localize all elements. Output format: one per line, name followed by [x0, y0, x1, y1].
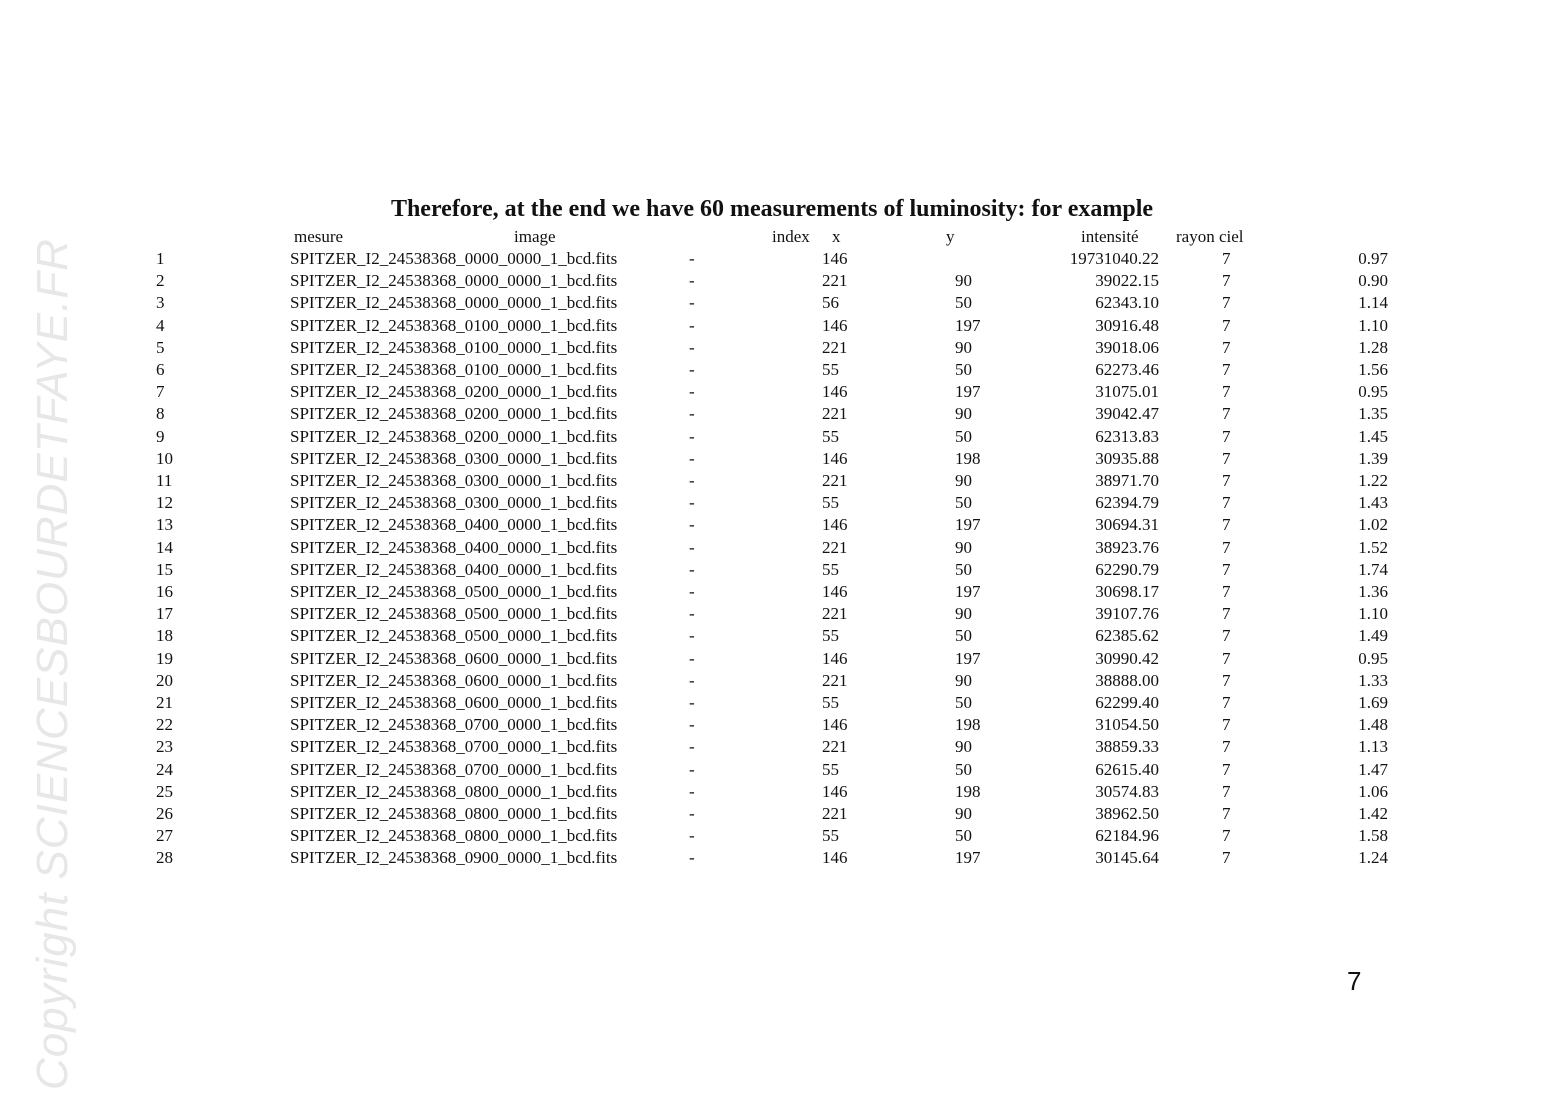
intensite-value: 39042.47 — [1095, 404, 1159, 424]
header-rayon-ciel: rayon ciel — [1176, 227, 1244, 246]
row-number: 15 — [156, 559, 173, 579]
image-filename: SPITZER_I2_24538368_0100_0000_1_bcd.fits — [290, 337, 618, 357]
result-value: 1.39 — [1358, 448, 1388, 468]
result-value: 0.90 — [1358, 271, 1388, 291]
rayon-ciel-value: 7 — [1222, 781, 1231, 801]
table-row — [0, 337, 1556, 359]
rayon-ciel-value: 7 — [1222, 448, 1231, 468]
rayon-ciel-value: 7 — [1222, 537, 1231, 557]
index-value: - — [689, 670, 695, 690]
image-filename: SPITZER_I2_24538368_0000_0000_1_bcd.fits — [290, 271, 618, 291]
x-value: 146 — [822, 515, 848, 535]
x-value: 55 — [822, 693, 839, 712]
y-value: 197 — [955, 648, 981, 668]
x-value: 55 — [822, 759, 839, 779]
y-value: 50 — [955, 426, 972, 446]
table-row — [0, 670, 1556, 692]
image-filename: SPITZER_I2_24538368_0600_0000_1_bcd.fits — [290, 670, 618, 690]
row-number: 7 — [156, 382, 165, 402]
row-number: 3 — [156, 293, 165, 313]
image-filename: SPITZER_I2_24538368_0500_0000_1_bcd.fits — [290, 626, 618, 646]
row-number: 20 — [156, 670, 173, 690]
result-value: 1.47 — [1358, 759, 1388, 779]
image-filename: SPITZER_I2_24538368_0100_0000_1_bcd.fits — [290, 315, 618, 335]
index-value: - — [689, 382, 695, 402]
row-number: 6 — [156, 360, 165, 379]
index-value: - — [689, 404, 695, 424]
x-value: 55 — [822, 426, 839, 446]
table-row — [0, 359, 1556, 381]
header-intensite: intensité — [1081, 227, 1139, 246]
header-x: x — [832, 227, 841, 246]
rayon-ciel-value: 7 — [1222, 559, 1231, 579]
x-value: 221 — [822, 271, 848, 291]
result-value: 1.42 — [1358, 804, 1388, 823]
intensite-value: 38923.76 — [1095, 537, 1159, 557]
result-value: 1.69 — [1358, 693, 1388, 712]
y-value: 90 — [955, 404, 972, 424]
image-filename: SPITZER_I2_24538368_0700_0000_1_bcd.fits — [290, 715, 618, 735]
x-value: 221 — [822, 670, 848, 690]
row-number: 9 — [156, 426, 165, 446]
row-number: 17 — [156, 604, 173, 624]
row-number: 18 — [156, 626, 173, 646]
row-number: 2 — [156, 271, 165, 291]
rayon-ciel-value: 7 — [1222, 804, 1231, 823]
row-number: 11 — [156, 471, 173, 490]
table-row — [0, 781, 1556, 803]
index-value: - — [689, 737, 695, 757]
intensite-value: 62615.40 — [1095, 759, 1159, 779]
y-value: 50 — [955, 626, 972, 646]
y-value: 90 — [955, 737, 972, 757]
result-value: 1.35 — [1358, 404, 1388, 424]
row-number: 1 — [156, 249, 165, 268]
x-value: 146 — [822, 249, 848, 268]
row-number: 28 — [156, 848, 173, 868]
rayon-ciel-value: 7 — [1222, 404, 1231, 424]
rayon-ciel-value: 7 — [1222, 582, 1231, 601]
x-value: 146 — [822, 315, 848, 335]
image-filename: SPITZER_I2_24538368_0900_0000_1_bcd.fits — [290, 848, 618, 868]
table-row — [0, 381, 1556, 403]
image-filename: SPITZER_I2_24538368_0400_0000_1_bcd.fits — [290, 515, 618, 535]
result-value: 1.52 — [1358, 537, 1388, 557]
image-filename: SPITZER_I2_24538368_0800_0000_1_bcd.fits — [290, 826, 618, 846]
index-value: - — [689, 271, 695, 291]
table-row — [0, 270, 1556, 292]
intensite-value: 30990.42 — [1095, 648, 1159, 668]
rayon-ciel-value: 7 — [1222, 759, 1231, 779]
rayon-ciel-value: 7 — [1222, 715, 1231, 735]
y-value: 90 — [955, 804, 972, 823]
intensite-value: 30694.31 — [1095, 515, 1159, 535]
table-row — [0, 759, 1556, 781]
result-value: 1.14 — [1358, 293, 1388, 313]
table-row — [0, 448, 1556, 470]
row-number: 19 — [156, 648, 173, 668]
table-row — [0, 648, 1556, 670]
intensite-value: 62394.79 — [1095, 493, 1159, 513]
index-value: - — [689, 493, 695, 513]
intensite-value: 62184.96 — [1095, 826, 1159, 846]
index-value: - — [689, 693, 695, 712]
table-row — [0, 537, 1556, 559]
index-value: - — [689, 559, 695, 579]
x-value: 221 — [822, 537, 848, 557]
x-value: 221 — [822, 737, 848, 757]
intensite-value: 31075.01 — [1095, 382, 1159, 402]
result-value: 0.97 — [1358, 249, 1388, 268]
image-filename: SPITZER_I2_24538368_0200_0000_1_bcd.fits — [290, 426, 618, 446]
rayon-ciel-value: 7 — [1222, 493, 1231, 513]
index-value: - — [689, 337, 695, 357]
image-filename: SPITZER_I2_24538368_0200_0000_1_bcd.fits — [290, 404, 618, 424]
table-row — [0, 692, 1556, 714]
intensite-value: 30935.88 — [1095, 448, 1159, 468]
rayon-ciel-value: 7 — [1222, 360, 1231, 379]
row-number: 8 — [156, 404, 165, 424]
x-value: 146 — [822, 382, 848, 402]
image-filename: SPITZER_I2_24538368_0800_0000_1_bcd.fits — [290, 781, 618, 801]
table-row — [0, 581, 1556, 603]
index-value: - — [689, 315, 695, 335]
intensite-value: 62273.46 — [1095, 360, 1159, 379]
result-value: 1.10 — [1358, 315, 1388, 335]
intensite-value: 30574.83 — [1095, 781, 1159, 801]
intensite-value: 39022.15 — [1095, 271, 1159, 291]
x-value: 146 — [822, 582, 848, 601]
y-value: 50 — [955, 559, 972, 579]
image-filename: SPITZER_I2_24538368_0600_0000_1_bcd.fits — [290, 693, 618, 712]
intensite-value: 38962.50 — [1095, 804, 1159, 823]
row-number: 5 — [156, 337, 165, 357]
table-row — [0, 714, 1556, 736]
image-filename: SPITZER_I2_24538368_0300_0000_1_bcd.fits — [290, 493, 618, 513]
intensite-value: 39107.76 — [1095, 604, 1159, 624]
copyright-watermark: Copyright SCIENCESBOURDETFAYE.FR — [28, 238, 77, 1090]
row-number: 12 — [156, 493, 173, 513]
y-value: 198 — [955, 715, 981, 735]
row-number: 26 — [156, 804, 173, 823]
y-value: 50 — [955, 293, 972, 313]
image-filename: SPITZER_I2_24538368_0500_0000_1_bcd.fits — [290, 582, 618, 601]
rayon-ciel-value: 7 — [1222, 271, 1231, 291]
rayon-ciel-value: 7 — [1222, 737, 1231, 757]
x-value: 55 — [822, 559, 839, 579]
result-value: 0.95 — [1358, 382, 1388, 402]
header-y: y — [946, 227, 955, 246]
intensite-value: 19731040.22 — [1069, 249, 1159, 268]
table-row — [0, 492, 1556, 514]
x-value: 56 — [822, 293, 839, 313]
table-row — [0, 470, 1556, 492]
y-value: 50 — [955, 493, 972, 513]
y-value: 198 — [955, 448, 981, 468]
index-value: - — [689, 582, 695, 601]
page-number: 7 — [1347, 966, 1362, 996]
row-number: 22 — [156, 715, 173, 735]
index-value: - — [689, 426, 695, 446]
result-value: 1.48 — [1358, 715, 1388, 735]
result-value: 1.28 — [1358, 337, 1388, 357]
image-filename: SPITZER_I2_24538368_0200_0000_1_bcd.fits — [290, 382, 618, 402]
table-row — [0, 736, 1556, 758]
table-row — [0, 403, 1556, 425]
slide-title: Therefore, at the end we have 60 measurements of luminosity: for example — [390, 196, 1154, 222]
result-value: 1.02 — [1358, 515, 1388, 535]
y-value: 198 — [955, 781, 981, 801]
header-index: index — [772, 227, 810, 246]
x-value: 146 — [822, 848, 848, 868]
intensite-value: 62299.40 — [1095, 693, 1159, 712]
intensite-value: 38971.70 — [1095, 471, 1159, 490]
index-value: - — [689, 448, 695, 468]
rayon-ciel-value: 7 — [1222, 293, 1231, 313]
result-value: 1.13 — [1358, 737, 1388, 757]
y-value: 90 — [955, 337, 972, 357]
intensite-value: 62343.10 — [1095, 293, 1159, 313]
intensite-value: 62385.62 — [1095, 626, 1159, 646]
table-row — [0, 292, 1556, 314]
result-value: 0.95 — [1358, 648, 1388, 668]
intensite-value: 30145.64 — [1095, 848, 1159, 868]
header-mesure: mesure — [294, 227, 344, 246]
index-value: - — [689, 648, 695, 668]
rayon-ciel-value: 7 — [1222, 693, 1231, 712]
result-value: 1.43 — [1358, 493, 1388, 513]
y-value: 197 — [955, 848, 981, 868]
result-value: 1.36 — [1358, 582, 1388, 601]
row-number: 27 — [156, 826, 173, 846]
x-value: 221 — [822, 471, 848, 490]
y-value: 50 — [955, 693, 972, 712]
rayon-ciel-value: 7 — [1222, 426, 1231, 446]
image-filename: SPITZER_I2_24538368_0300_0000_1_bcd.fits — [290, 448, 618, 468]
table-row — [0, 625, 1556, 647]
image-filename: SPITZER_I2_24538368_0700_0000_1_bcd.fits — [290, 759, 618, 779]
image-filename: SPITZER_I2_24538368_0700_0000_1_bcd.fits — [290, 737, 618, 757]
x-value: 55 — [822, 360, 839, 379]
intensite-value: 62290.79 — [1095, 559, 1159, 579]
image-filename: SPITZER_I2_24538368_0500_0000_1_bcd.fits — [290, 604, 618, 624]
y-value: 90 — [955, 271, 972, 291]
x-value: 55 — [822, 493, 839, 513]
result-value: 1.22 — [1358, 471, 1388, 490]
index-value: - — [689, 360, 695, 379]
row-number: 25 — [156, 781, 173, 801]
table-row — [0, 847, 1556, 869]
y-value: 90 — [955, 471, 972, 490]
x-value: 221 — [822, 337, 848, 357]
row-number: 13 — [156, 515, 173, 535]
rayon-ciel-value: 7 — [1222, 670, 1231, 690]
y-value: 197 — [955, 515, 981, 535]
table-row — [0, 559, 1556, 581]
row-number: 21 — [156, 693, 173, 712]
x-value: 146 — [822, 448, 848, 468]
intensite-value: 62313.83 — [1095, 426, 1159, 446]
x-value: 221 — [822, 404, 848, 424]
intensite-value: 39018.06 — [1095, 337, 1159, 357]
result-value: 1.74 — [1358, 559, 1388, 579]
y-value: 50 — [955, 360, 972, 379]
rayon-ciel-value: 7 — [1222, 471, 1231, 490]
result-value: 1.56 — [1358, 360, 1388, 379]
rayon-ciel-value: 7 — [1222, 382, 1231, 402]
x-value: 221 — [822, 604, 848, 624]
y-value: 50 — [955, 826, 972, 846]
row-number: 10 — [156, 448, 173, 468]
row-number: 24 — [156, 759, 173, 779]
result-value: 1.49 — [1358, 626, 1388, 646]
rayon-ciel-value: 7 — [1222, 249, 1231, 268]
y-value: 50 — [955, 759, 972, 779]
result-value: 1.58 — [1358, 826, 1388, 846]
y-value: 90 — [955, 604, 972, 624]
index-value: - — [689, 604, 695, 624]
row-number: 4 — [156, 315, 165, 335]
rayon-ciel-value: 7 — [1222, 848, 1231, 868]
intensite-value: 38859.33 — [1095, 737, 1159, 757]
x-value: 146 — [822, 715, 848, 735]
table-row — [0, 825, 1556, 847]
rayon-ciel-value: 7 — [1222, 604, 1231, 624]
index-value: - — [689, 626, 695, 646]
image-filename: SPITZER_I2_24538368_0000_0000_1_bcd.fits — [290, 293, 618, 313]
index-value: - — [689, 537, 695, 557]
image-filename: SPITZER_I2_24538368_0600_0000_1_bcd.fits — [290, 648, 618, 668]
result-value: 1.06 — [1358, 781, 1388, 801]
index-value: - — [689, 848, 695, 868]
index-value: - — [689, 515, 695, 535]
y-value: 197 — [955, 315, 981, 335]
intensite-value: 30698.17 — [1095, 582, 1159, 601]
table-row — [0, 803, 1556, 825]
row-number: 16 — [156, 582, 173, 601]
row-number: 23 — [156, 737, 173, 757]
image-filename: SPITZER_I2_24538368_0800_0000_1_bcd.fits — [290, 804, 618, 823]
result-value: 1.33 — [1358, 670, 1388, 690]
image-filename: SPITZER_I2_24538368_0000_0000_1_bcd.fits — [290, 249, 618, 268]
x-value: 146 — [822, 648, 848, 668]
y-value: 197 — [955, 382, 981, 402]
intensite-value: 31054.50 — [1095, 715, 1159, 735]
index-value: - — [689, 759, 695, 779]
rayon-ciel-value: 7 — [1222, 626, 1231, 646]
image-filename: SPITZER_I2_24538368_0300_0000_1_bcd.fits — [290, 471, 618, 490]
intensite-value: 38888.00 — [1095, 670, 1159, 690]
x-value: 55 — [822, 826, 839, 846]
table-row — [0, 514, 1556, 536]
result-value: 1.10 — [1358, 604, 1388, 624]
x-value: 221 — [822, 804, 848, 823]
rayon-ciel-value: 7 — [1222, 648, 1231, 668]
index-value: - — [689, 293, 695, 313]
intensite-value: 30916.48 — [1095, 315, 1159, 335]
table-header — [0, 226, 1556, 248]
y-value: 197 — [955, 582, 981, 601]
y-value: 90 — [955, 670, 972, 690]
result-value: 1.45 — [1358, 426, 1388, 446]
result-value: 1.24 — [1358, 848, 1388, 868]
table-row — [0, 248, 1556, 270]
rayon-ciel-value: 7 — [1222, 337, 1231, 357]
image-filename: SPITZER_I2_24538368_0400_0000_1_bcd.fits — [290, 537, 618, 557]
index-value: - — [689, 471, 695, 490]
row-number: 14 — [156, 537, 173, 557]
rayon-ciel-value: 7 — [1222, 826, 1231, 846]
y-value: 90 — [955, 537, 972, 557]
image-filename: SPITZER_I2_24538368_0400_0000_1_bcd.fits — [290, 559, 618, 579]
x-value: 146 — [822, 781, 848, 801]
rayon-ciel-value: 7 — [1222, 315, 1231, 335]
header-image: image — [514, 227, 556, 246]
x-value: 55 — [822, 626, 839, 646]
index-value: - — [689, 804, 695, 823]
table-row — [0, 426, 1556, 448]
index-value: - — [689, 781, 695, 801]
rayon-ciel-value: 7 — [1222, 515, 1231, 535]
index-value: - — [689, 826, 695, 846]
table-row — [0, 603, 1556, 625]
image-filename: SPITZER_I2_24538368_0100_0000_1_bcd.fits — [290, 360, 618, 379]
table-row — [0, 315, 1556, 337]
index-value: - — [689, 249, 695, 268]
index-value: - — [689, 715, 695, 735]
